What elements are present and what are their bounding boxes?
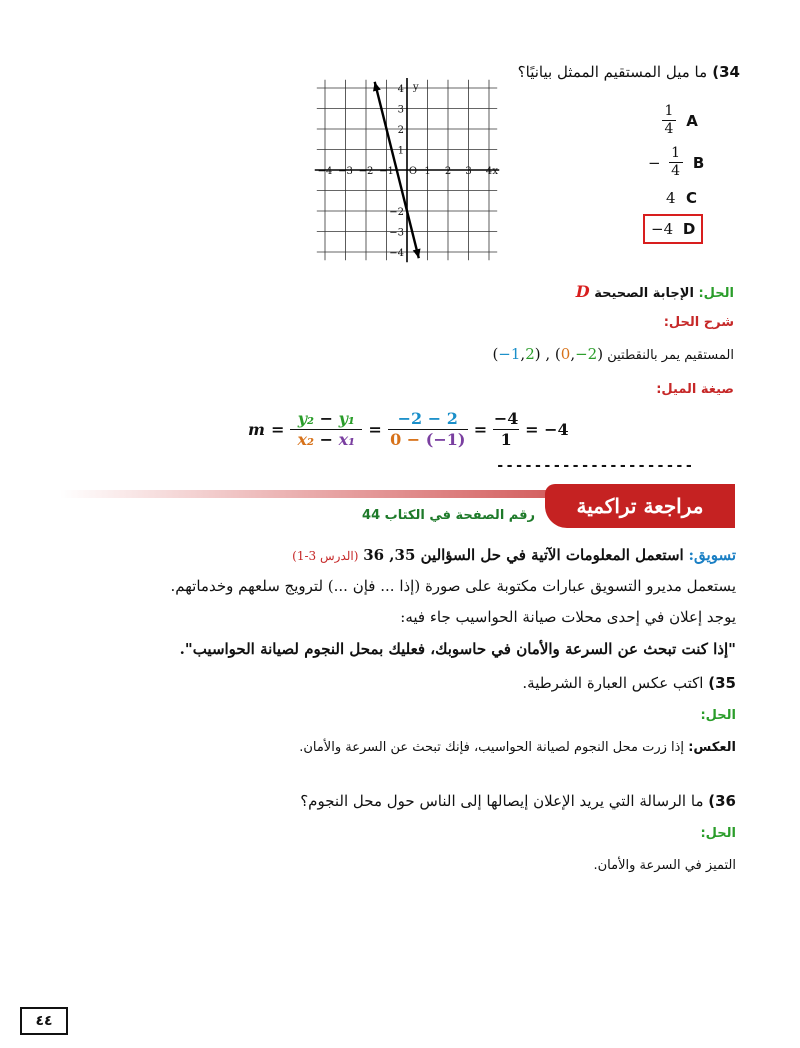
option-b-sign: − [648, 153, 661, 172]
option-b-letter: B [692, 153, 705, 172]
q36-number: 36) [708, 792, 736, 810]
q35-answer [299, 740, 736, 755]
q34-solution-label: الحل: [698, 286, 734, 301]
q34-explain-text: المستقيم يمر بالنقطتين [607, 348, 734, 363]
point1-y: −2 [575, 345, 598, 363]
formula-den2a: 0 − [390, 430, 426, 449]
option-d-letter: D [682, 220, 696, 238]
q35-answer-label: العكس: [688, 740, 736, 755]
page-number: ٤٤ [20, 1007, 68, 1035]
x-tick-label: 4 [485, 166, 493, 177]
marketing-line2: يوجد إعلان في إحدى محلات صيانة الحواسيب جاء فيه: [400, 608, 736, 626]
formula-minus1: − [319, 409, 334, 428]
x-tick-label: 3 [465, 166, 472, 177]
formula-frac2 [388, 410, 468, 449]
x-tick-label: 1 [424, 166, 431, 177]
q34-solution-text: الإجابة الصحيحة [594, 286, 694, 301]
x-tick-label: O [408, 166, 418, 177]
y-tick-label: −4 [389, 248, 404, 259]
formula-x1: x₁ [338, 430, 356, 449]
q36-question: ما الرسالة التي يريد الإعلان إيصالها إلى الناس حول محل النجوم؟ [300, 792, 704, 810]
option-a[interactable] [662, 104, 700, 137]
option-c[interactable] [666, 189, 700, 207]
x-tick-label: −2 [358, 166, 374, 177]
formula-m: m [248, 420, 265, 439]
formula-result: = −4 [525, 420, 569, 439]
option-c-value: 4 [666, 189, 676, 207]
formula-den2b: (−1) [425, 430, 466, 449]
option-a-num: 1 [664, 103, 674, 119]
q34-points: (−1,2) , (0,−2) [492, 345, 604, 363]
marketing-lesson-ref: (الدرس 3-1) [292, 549, 359, 563]
option-a-den: 4 [664, 121, 674, 137]
option-a-fraction [662, 104, 676, 137]
q34-explain [492, 345, 734, 363]
q34-formula-label: صيغة الميل: [656, 382, 734, 397]
x-tick-label: −1 [379, 166, 394, 177]
option-d[interactable] [643, 214, 703, 244]
marketing-heading [292, 546, 736, 564]
q34-explain-label: شرح الحل: [663, 315, 734, 330]
y-tick-label: 1 [397, 145, 404, 157]
option-b-den: 4 [671, 163, 681, 179]
y-tick-label: 2 [397, 125, 404, 136]
marketing-line1: يستعمل مديرو التسويق عبارات مكتوبة على صورة (إذا ... فإن ...) لترويج سلعهم وخدماتهم. [170, 577, 736, 595]
x-axis-label: x [492, 166, 498, 177]
q35-answer-text: إذا زرت محل النجوم لصيانة الحواسيب، فإنك تبحث عن السرعة والأمان. [299, 740, 685, 755]
y-tick-label: −3 [389, 227, 404, 239]
y-tick-label: 4 [397, 84, 404, 95]
option-b[interactable] [648, 146, 707, 179]
review-page-ref: رقم الصفحة في الكتاب 44 [362, 508, 535, 523]
separator-dashes: --------------------- [496, 458, 695, 474]
q34-solution [576, 282, 734, 301]
option-d-value: −4 [651, 220, 674, 238]
marketing-quote: "إذا كنت تبحث عن السرعة والأمان في حاسوبك، فعليك بمحل النجوم لصيانة الحواسيب". [179, 640, 736, 658]
formula-num3: −4 [493, 409, 519, 428]
option-b-fraction [669, 146, 683, 179]
q34-question: ما ميل المستقيم الممثل بيانيًا؟ [517, 63, 708, 81]
q36-solution-label: الحل: [700, 826, 736, 841]
q36-answer-text: التميز في السرعة والأمان. [593, 858, 736, 873]
marketing-instruction: استعمل المعلومات الآتية في حل السؤالين 35, 36 [363, 546, 684, 564]
q35-number: 35) [708, 674, 736, 692]
formula-y1: y₁ [338, 409, 355, 428]
formula-x2: x₂ [297, 430, 315, 449]
q34-solution-answer: D [575, 282, 590, 301]
q34-number: 34) [712, 63, 740, 81]
option-b-num: 1 [671, 145, 681, 161]
q35-header [522, 674, 736, 692]
point2-y: 2 [525, 345, 535, 363]
y-axis-label: y [413, 81, 419, 93]
point1-x: 0 [560, 345, 571, 363]
review-banner-title: مراجعة تراكمية [545, 484, 735, 528]
formula-den3: 1 [500, 430, 512, 449]
formula-eq3: = [473, 420, 488, 439]
q35-question: اكتب عكس العبارة الشرطية. [522, 674, 704, 692]
formula-minus2: − [319, 430, 334, 449]
option-c-letter: C [686, 189, 698, 207]
formula-num2: −2 − 2 [397, 409, 458, 428]
y-tick-label: 3 [397, 104, 404, 116]
q34-graph [314, 78, 500, 264]
formula-frac1 [290, 410, 362, 449]
formula-eq2: = [368, 420, 382, 439]
marketing-label: تسويق: [688, 546, 736, 564]
x-tick-label: −3 [338, 166, 353, 177]
point2-x: −1 [498, 345, 521, 363]
q36-header [300, 792, 736, 810]
q35-solution-label: الحل: [700, 708, 736, 723]
formula-y2: y₂ [297, 409, 315, 428]
formula-frac3 [493, 410, 519, 449]
y-tick-label: −2 [389, 207, 404, 218]
x-tick-label: 2 [444, 166, 452, 177]
x-tick-label: −4 [317, 166, 333, 177]
formula-eq1: = [270, 420, 285, 439]
slope-formula [248, 410, 569, 449]
option-a-letter: A [686, 111, 698, 130]
